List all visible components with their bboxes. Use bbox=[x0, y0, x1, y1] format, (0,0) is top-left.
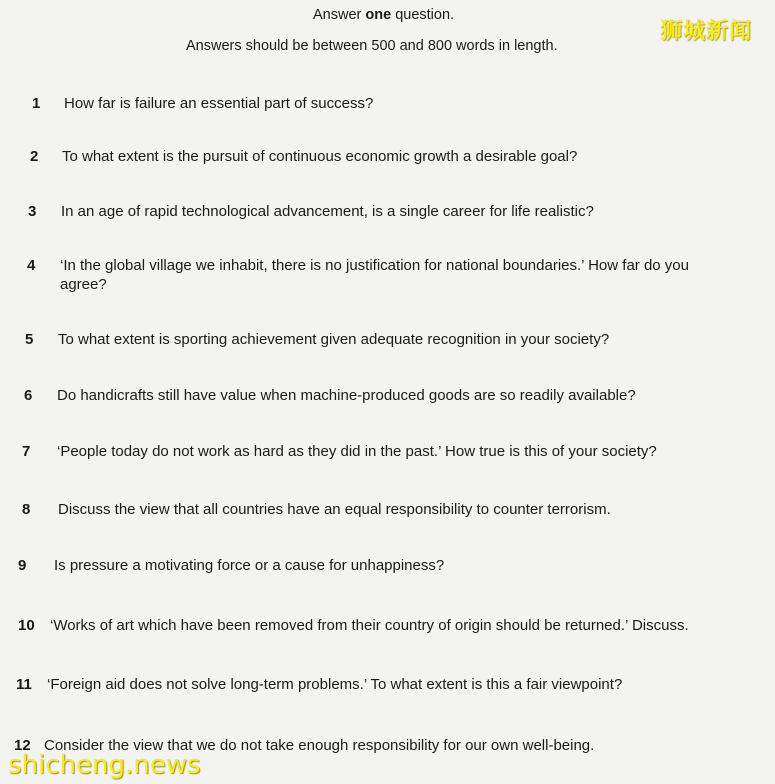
instruction-line-1 bbox=[313, 7, 454, 23]
question-number: 2 bbox=[30, 148, 39, 165]
question-text bbox=[62, 147, 577, 166]
question-number: 3 bbox=[28, 203, 37, 220]
question-number: 9 bbox=[18, 557, 27, 574]
question-text bbox=[50, 616, 689, 635]
question-text bbox=[57, 386, 636, 405]
question-text-line: Do handicrafts still have value when machine-produced goods are so readily available? bbox=[57, 387, 636, 404]
question-text-line: ‘In the global village we inhabit, there is no justification for national boundaries.’ How far do you bbox=[60, 257, 689, 274]
question-text-line: To what extent is sporting achievement given adequate recognition in your society? bbox=[58, 331, 610, 348]
question-number: 1 bbox=[32, 95, 41, 112]
question-text-line: ‘Works of art which have been removed from their country of origin should be returned.’ Discuss. bbox=[50, 617, 689, 634]
question-number: 4 bbox=[27, 257, 36, 274]
question-number: 8 bbox=[22, 501, 31, 518]
question-text-line: How far is failure an essential part of success? bbox=[64, 95, 374, 112]
instruction-text: Answer bbox=[313, 7, 366, 23]
question-text bbox=[60, 256, 689, 294]
question-number: 5 bbox=[25, 331, 34, 348]
watermark-logo-en: shicheng.news bbox=[8, 750, 201, 780]
instruction-line-2: Answers should be between 500 and 800 words in length. bbox=[186, 38, 558, 54]
watermark-logo-cn: 狮城新闻 bbox=[660, 19, 753, 44]
question-text bbox=[61, 202, 594, 221]
question-number: 7 bbox=[22, 443, 31, 460]
question-text bbox=[58, 500, 611, 519]
question-text-line: ‘Foreign aid does not solve long-term problems.’ To what extent is this a fair viewpoint? bbox=[47, 676, 623, 693]
question-number: 11 bbox=[16, 676, 32, 693]
question-number: 6 bbox=[24, 387, 33, 404]
question-number: 12 bbox=[14, 737, 31, 754]
question-text bbox=[58, 330, 609, 349]
question-text bbox=[64, 94, 373, 113]
instruction-text: question. bbox=[391, 7, 455, 23]
question-text-line: agree? bbox=[60, 276, 107, 293]
question-text-line: ‘People today do not work as hard as they did in the past.’ How true is this of your society? bbox=[57, 443, 657, 460]
question-number: 10 bbox=[18, 617, 35, 634]
question-text-line: Is pressure a motivating force or a cause for unhappiness? bbox=[54, 557, 445, 574]
question-text bbox=[54, 556, 444, 575]
question-text bbox=[57, 442, 657, 461]
question-text-line: Consider the view that we do not take enough responsibility for our own well-being. bbox=[44, 737, 595, 754]
question-text bbox=[47, 675, 622, 694]
question-text-line: To what extent is the pursuit of continuous economic growth a desirable goal? bbox=[62, 148, 578, 165]
question-text-line: Discuss the view that all countries have an equal responsibility to counter terrorism. bbox=[58, 501, 611, 518]
instruction-emphasis: one bbox=[365, 7, 392, 23]
question-text-line: In an age of rapid technological advancement, is a single career for life realistic? bbox=[61, 203, 594, 220]
